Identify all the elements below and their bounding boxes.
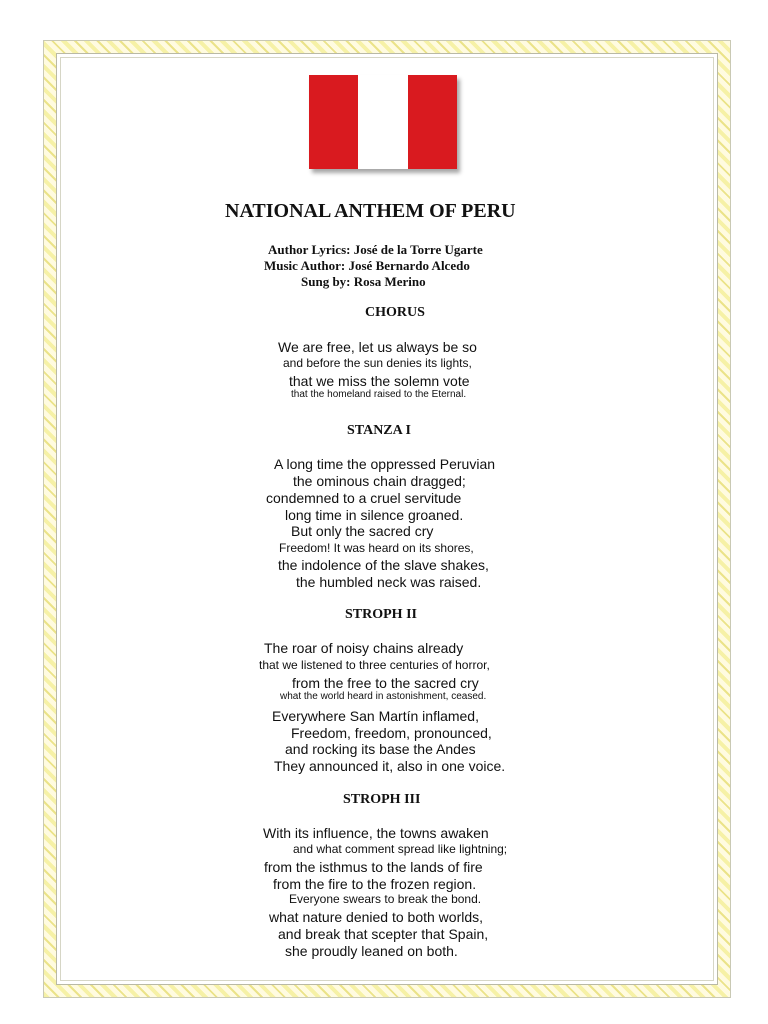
section-heading-stroph-2: STROPH II (345, 607, 417, 622)
verse-line: long time in silence groaned. (285, 507, 464, 523)
music-author: Music Author: José Bernardo Alcedo (264, 258, 470, 273)
verse-line: Freedom! It was heard on its shores, (279, 541, 474, 555)
verse-line: But only the sacred cry (291, 523, 434, 539)
verse-line: Everywhere San Martín inflamed, (272, 708, 479, 724)
flag-left-band (309, 75, 358, 169)
verse-line: Freedom, freedom, pronounced, (291, 725, 492, 741)
lyrics-author: Author Lyrics: José de la Torre Ugarte (268, 242, 483, 257)
verse-line: the humbled neck was raised. (296, 574, 482, 590)
verse-line: that we miss the solemn vote (289, 373, 470, 389)
verse-line: and rocking its base the Andes (285, 741, 476, 757)
page-title: NATIONAL ANTHEM OF PERU (225, 200, 516, 222)
peru-flag (309, 75, 457, 169)
verse-line: condemned to a cruel servitude (266, 490, 462, 506)
verse-line: A long time the oppressed Peruvian (274, 456, 496, 472)
verse-line: from the isthmus to the lands of fire (264, 859, 483, 875)
verse-line: With its influence, the towns awaken (263, 825, 489, 841)
verse-line: Everyone swears to break the bond. (289, 892, 482, 906)
verse-line: the ominous chain dragged; (293, 473, 466, 489)
verse-line: We are free, let us always be so (278, 339, 477, 355)
verse-line: what nature denied to both worlds, (269, 909, 484, 925)
verse-line: from the fire to the frozen region. (273, 876, 477, 892)
verse-line: that we listened to three centuries of horror, (259, 658, 490, 672)
section-heading-chorus: CHORUS (365, 305, 425, 320)
section-heading-stanza-1: STANZA I (347, 423, 411, 438)
verse-line: she proudly leaned on both. (285, 943, 458, 959)
verse-line: the indolence of the slave shakes, (278, 557, 489, 573)
flag-center-band (358, 75, 407, 169)
verse-line: and before the sun denies its lights, (283, 356, 472, 370)
verse-line: and break that scepter that Spain, (278, 926, 489, 942)
verse-line: The roar of noisy chains already (264, 640, 464, 656)
verse-line: that the homeland raised to the Eternal. (291, 389, 467, 400)
verse-line: from the free to the sacred cry (292, 675, 479, 691)
verse-line: They announced it, also in one voice. (274, 758, 506, 774)
verse-line: and what comment spread like lightning; (293, 842, 508, 856)
verse-line: what the world heard in astonishment, ceased. (280, 691, 487, 702)
singer: Sung by: Rosa Merino (301, 274, 426, 289)
flag-right-band (408, 75, 457, 169)
section-heading-stroph-3: STROPH III (343, 792, 421, 807)
